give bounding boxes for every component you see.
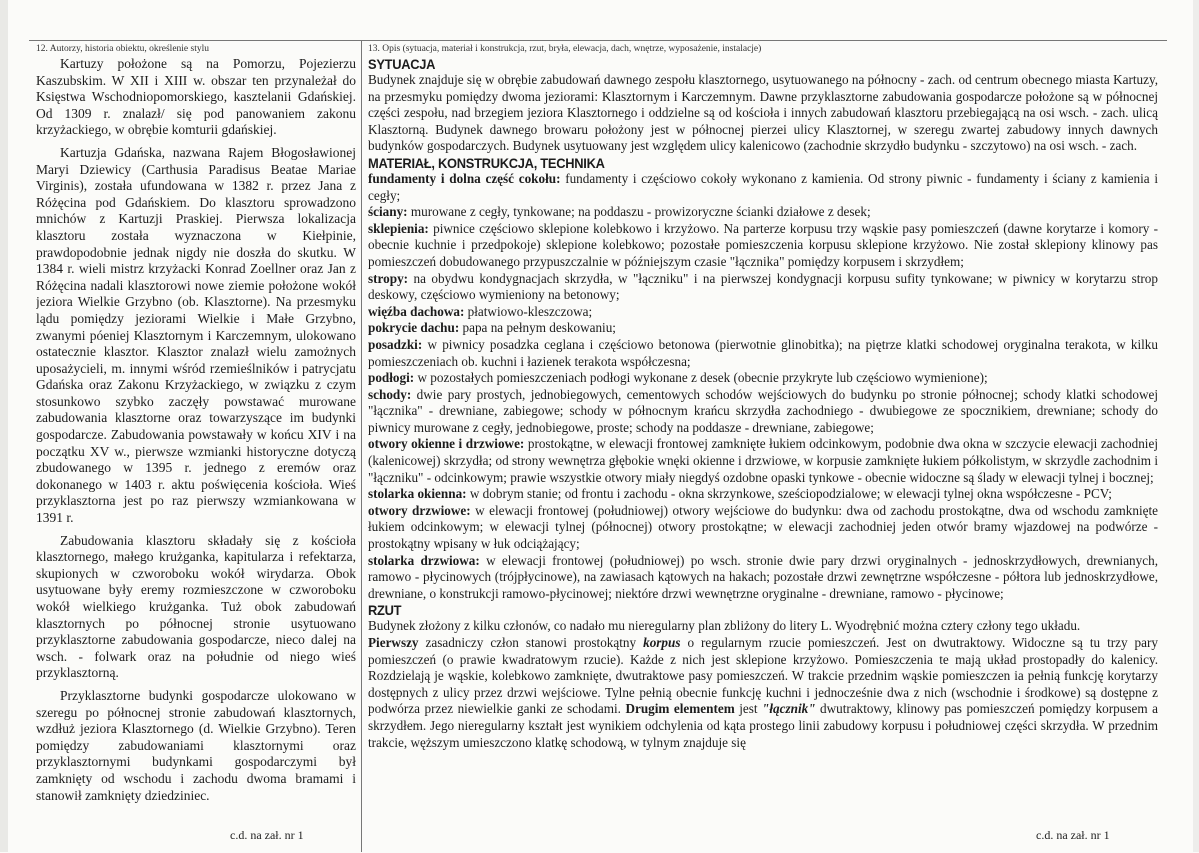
field-12-history xyxy=(36,40,356,850)
material-entry-term: stolarka drzwiowa: xyxy=(368,552,480,568)
page-edge xyxy=(1193,0,1199,852)
material-entry xyxy=(368,320,1158,337)
material-entry-text: w elewacji frontowej (południowej) otwory wejściowe do budynku: dwa od zachodu prostokątne, dwa od wschodu zamknięte łukiem odcinkowym; w elewacji tylnej (północnej) otwory prostokątne; w elewacji zachodniej jeden otwór bramy wjazdowej na podwórze - prostokątny wpisany w łuk odciążający; xyxy=(368,502,1158,552)
material-entry-term: otwory okienne i drzwiowe: xyxy=(368,436,525,452)
material-entry xyxy=(368,486,1158,503)
column-divider xyxy=(361,40,362,852)
rzut-lead-term: Pierwszy xyxy=(368,635,419,650)
material-entry-term: więźba dachowa: xyxy=(368,303,465,319)
page-edge xyxy=(0,0,8,852)
material-entry xyxy=(368,370,1158,387)
field-13-description xyxy=(368,40,1158,850)
sytuacja-text: Budynek znajduje się w obrębie zabudowań dawnego zespołu klasztornego, usytuowanego na północny - zach. od centrum obecnego miasta Kartuzy, na przesmyku pomiędzy dwoma jeziorami: Klasztornym i Karczemnym. Dawne przyklasztorne zabudowania gospodarcze położone są w północnej części zespołu, nad brzegiem jeziora Klasztornego i oddzielne są od kościoła i innych zabudowań klasztoru przebiegającą na osi wsch. - zach. ulicą Klasztorną. Budynek dawnego browaru położony jest w północnej pierzei ulicy Klasztornej, w szeregu zwartej zabudowy innych dawnych budynków gospodarczych. Budynek usytuowany jest względem ulicy kalenicowo (zachodnie skrzydło budynku - szczytowo) na osi wsch. - zach. xyxy=(368,72,1158,154)
material-entry-term: podłogi: xyxy=(368,370,415,386)
rzut-text: jest xyxy=(734,701,763,717)
material-entry-term: otwory drzwiowe: xyxy=(368,502,471,518)
material-entry-text: w piwnicy posadzka ceglana i częściowo betonowa (pierwotnie glinobitka); na piętrze klatki schodowej oryginalna terakota, w kilku pomieszczeniach ob. kuchni i łazienek terakota współczesna; xyxy=(368,336,1158,369)
material-entry xyxy=(368,271,1158,304)
material-entry-text: prostokątne, w elewacji frontowej zamknięte łukiem odcinkowym, podobnie dwa okna w szczycie elewacji zachodniej (kalenicowej) skrzydła; od strony wewnętrza głębokie wnęki okienne i drzwiowe, w korpusie zamknięte łukiem półkolistym, w skrzydle zachodnim i "łączniku" - odcinkowym; prawie wszystkie otwory miały niegdyś ozdobne opaski tynkowe - obecnie widoczne są ślady w elewacji tylnej i bocznej; xyxy=(368,436,1158,485)
material-entry xyxy=(368,204,1158,221)
section-heading-sytuacja: SYTUACJA xyxy=(368,56,436,72)
material-entry-text: w dobrym stanie; od frontu i zachodu - okna skrzynkowe, sześciopodzialowe; w elewacji tylnej okna współczesne - PCV; xyxy=(466,486,1112,502)
history-paragraph: Zabudowania klasztoru składały się z kościoła klasztornego, małego krużganka, kapitularza i refektarza, skupionych w czworoboku wokół wirydarza. Obok usytuowane były eremy rozmieszczone w czworoboku wokół wielkiego krużganka. Tuż obok zabudowań klasztornych po północnej stronie usytuowano przyklasztorne zabudowania gospodarcze, nieco dalej na wsch. - folwark oraz na południe od niego wieś przyklasztorną. xyxy=(36,532,356,681)
rzut-lead-term: Drugim elementem xyxy=(625,701,735,717)
rzut-emphasis: "łącznik" xyxy=(762,701,816,717)
rzut-paragraph: Budynek złożony z kilku członów, co nadało mu nieregularny plan zbliżony do litery L. Wyodrębnić można cztery człony tego układu. xyxy=(368,618,1081,634)
material-entry-term: posadzki: xyxy=(368,336,423,352)
material-entry-term: schody: xyxy=(368,386,412,402)
material-entry-text: na obydwu kondygnacjach skrzydła, w "łączniku" i na pierwszej kondygnacji korpusu sufity tynkowane; w piwnicy w korytarzu strop deskowy, częściowo wymieniony na betonowy; xyxy=(368,270,1158,303)
material-entry-text: w pozostałych pomieszczeniach podłogi wykonane z desek (obecnie przykryte lub częściowo wymienione); xyxy=(414,370,988,386)
material-entry-text: w elewacji frontowej (południowej) po wsch. stronie dwie pary drzwi oryginalnych - jednoskrzydłowych, drewnianych, ramowo - płycinowych (trójpłycinowe), na zawiasach kątowych na hakach; pozostałe drzwi zewnętrzne współczesne - półtora lub jednoskrzydłowe, drewniane, o konstrukcji ramowo-płycinowej; niektóre drzwi wewnętrzne oryginalne - drewniane, ramowo - płycinowe; xyxy=(368,552,1158,601)
material-entry xyxy=(368,436,1158,486)
material-entry-text: fundamenty i częściowo cokoły wykonano z kamienia. Od strony piwnic - fundamenty i ściany z kamienia i cegły; xyxy=(368,170,1158,203)
material-entry xyxy=(368,503,1158,553)
material-entry-text: murowane z cegły, tynkowane; na poddaszu - prowizoryczne ścianki działowe z desek; xyxy=(407,204,871,220)
section-heading-material: MATERIAŁ, KONSTRUKCJA, TECHNIKA xyxy=(368,154,605,171)
history-paragraph: Kartuzy położone są na Pomorzu, Pojezierzu Kaszubskim. W XII i XIII w. obszar ten przynależał do Księstwa Wschodniopomorskiego, kasztelanii Gdańskiej. Od 1309 r. znalazł/ się pod panowaniem zakonu krzyżackiego, w obrębie komturii gdańskiej. xyxy=(36,56,356,138)
continuation-note-right: c.d. na zał. nr 1 xyxy=(1036,828,1110,842)
material-entry-term: stropy: xyxy=(368,270,409,286)
rzut-text: dwutraktowy, klinowy pas pomieszczeń pomiędzy korpusem a skrzydłem. Jego nieregularny kształt jest wynikiem odchylenia od kąta prostego linii zabudowy korpusu i południowej części skrzydła. W przednim trakcie, węższym umieszczono klatkę schodową, w tylnym znajduje się xyxy=(368,701,1158,750)
rzut-emphasis: korpus xyxy=(643,635,681,650)
rzut-paragraph xyxy=(368,635,1158,751)
continuation-note-left: c.d. na zał. nr 1 xyxy=(230,828,304,842)
material-entry-text: papa na pełnym deskowaniu; xyxy=(459,320,616,336)
material-entry-text: płatwiowo-kleszczowa; xyxy=(464,303,593,319)
material-entry-term: pokrycie dachu: xyxy=(368,320,460,336)
history-paragraph: Przyklasztorne budynki gospodarcze ulokowano w szeregu po północnej stronie zabudowań klasztornych, wzdłuż jeziora Klasztornego (d. Wielkie Grzybno). Teren pomiędzy zabudowaniami klasztornymi oraz przyklasztornymi budynkami gospodarczymi był zamknięty od wschodu i zachodu dwoma bramami i stanowił zamknięty dziedziniec. xyxy=(36,687,356,803)
material-entry-term: stolarka okienna: xyxy=(368,486,467,502)
rzut-text: o regularnym rzucie pomieszczeń. Jest on dwutraktowy. Widoczne są tu trzy pary pomieszczeń (o prawie kwadratowym rzucie). Każde z nich jest sklepione krzyżowo. Pomieszczenia te mają układ prostopadły do kalenicy. Rozdzielają je wąskie, kolebkowo zamknięte, dwutraktowe pasy pomieszczeń. W trakcie przednim wąskie pomieszczen ia pełnią funkcję korytarzy dostępnych z ulicy przez drzwi wejściowe. Tylne pełnią obecnie funkcję kuchni i jednocześnie dwa z nich (wschodnie i środkowe) są dostępne z podwórza przez niewielkie ganki ze schodami. xyxy=(368,635,1158,717)
material-entry-text: piwnice częściowo sklepione kolebkowo i krzyżowo. Na parterze korpusu trzy wąskie pasy pomieszczeń (dawne korytarze i komory - obecnie kuchnie i przedpokoje) sklepione kolebkowo; pozostałe pomieszczenia korpusu sklepione krzyżowo. Nie został sklepiony klinowy pas pomieszczeń dobudowanego przypuszczalnie w późniejszym czasie "łącznika" pomiędzy korpusem i skrzydłem; xyxy=(368,220,1158,269)
history-paragraph: Kartuzja Gdańska, nazwana Rajem Błogosławionej Maryi Dziewicy (Carthusia Paradisus Beatae Mariae Virginis), została ufundowana w 1382 r. przez Jana z Różęcina pod Gdańskiem. Do klasztoru sprowadzono mnichów z Kartuzji Praskiej. Pierwsza lokalizacja klasztoru została wyznaczona w Kiełpinie, prawdopodobnie jednak nigdy nie doszła do skutku. W 1384 r. wieli mistrz krzyżacki Konrad Zoellner oraz Jan z Różęcina nadali klasztorowi nowe ziemie położone wokół jeziora Wielkie Grzybno (ob. Klasztorne). Na przesmyku lądu pomiędzy jeziorami Wielkie i Małe Grzybno, zwanymi póeniej Klasztornym i Karczemnym, ulokowano ostatecznie klasztor. Klasztor znalazł wielu zamożnych uposażycieli, m. innymi wśród rzemieślników i patrycjatu Gdańska oraz Zakonu Krzyżackiego, w związku z czym stosunkowo szybko zaczęły powstawać murowane zabudowania klasztorne oraz towarzyszące im budynki gospodarcze. Zabudowania powstawały w końcu XIV i na początku XV w., pierwsze wzmianki historyczne dotyczą zbudowanego w 1395 r. jednego z eremów oraz dokonanego w 1403 r. aktu poświęcenia kościoła. Wieś przyklasztorna jest po raz pierwszy wzmiankowana w 1391 r. xyxy=(36,144,356,526)
material-entry xyxy=(368,337,1158,370)
rzut-text: zasadniczy człon stanowi prostokątny xyxy=(418,635,644,650)
material-entries xyxy=(368,171,1158,602)
field-12-label: 12. Autorzy, historia obiektu, określenie stylu xyxy=(36,44,209,54)
field-13-label: 13. Opis (sytuacja, materiał i konstrukcja, rzut, bryła, elewacja, dach, wnętrze, wyposażenie, instalacje) xyxy=(368,44,762,54)
material-entry-text: dwie pary prostych, jednobiegowych, cementowych schodów wejściowych do budynku po stronie północnej; schody klatki schodowej "łącznika" - drewniane, zabiegowe; schody w północnym krańcu skrzydła zachodniego - dwubiegowe ze spocznikiem, drewniane; schody do piwnicy murowane z cegły, jednobiegowe, proste; schody na poddasze - drewniane, zabiegowe; xyxy=(368,386,1158,435)
material-entry-term: fundamenty i dolna część cokołu: xyxy=(368,170,561,186)
material-entry xyxy=(368,171,1158,204)
material-entry xyxy=(368,221,1158,271)
material-entry xyxy=(368,553,1158,603)
material-entry xyxy=(368,304,1158,321)
material-entry-term: sklepienia: xyxy=(368,220,429,236)
section-heading-rzut: RZUT xyxy=(368,602,402,619)
material-entry-term: ściany: xyxy=(368,204,408,220)
material-entry xyxy=(368,387,1158,437)
